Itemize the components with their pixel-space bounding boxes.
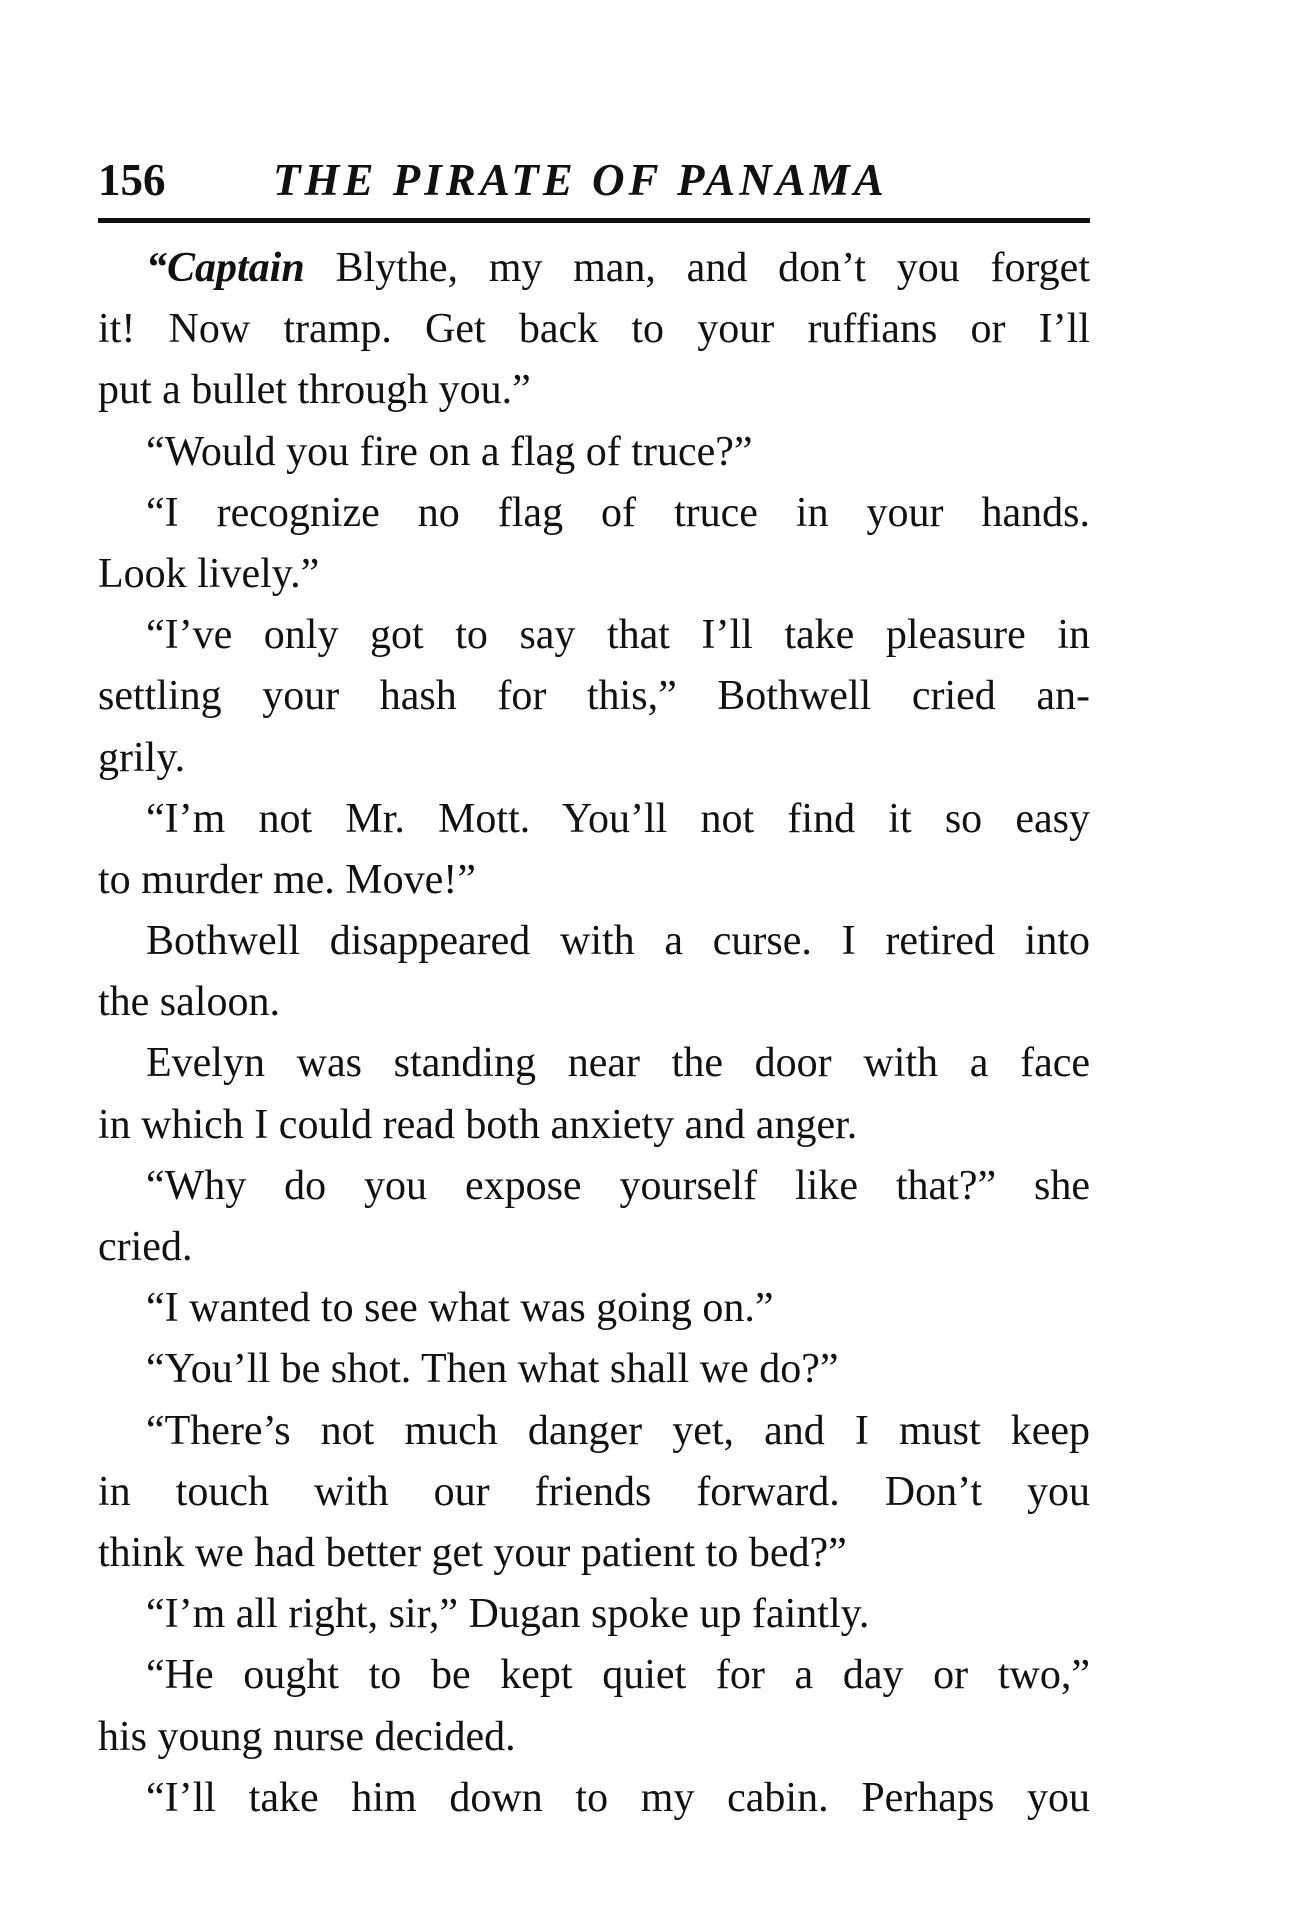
line-text: “I’m all right, sir,” Dugan spoke up faintly. [146,1591,870,1638]
line-text: “He ought to be kept quiet for a day or two,” [146,1652,1090,1699]
text-line [98,1768,1090,1829]
text-line [98,605,1090,666]
header-rule [98,218,1090,223]
text-line [98,544,1090,605]
text-line [98,666,1090,727]
line-text: Evelyn was standing near the door with a face [146,1040,1090,1087]
text-line [98,972,1090,1033]
line-text: Blythe, my man, and don’t you forget [304,245,1090,291]
line-text: “I’m not Mr. Mott. You’ll not find it so easy [146,795,1090,842]
text-line [98,1462,1090,1523]
text-line [98,1156,1090,1217]
text-line [98,850,1090,911]
line-text: “There’s not much danger yet, and I must keep [146,1407,1090,1454]
line-text: settling your hash for this,” Bothwell cried an- [98,673,1090,720]
text-line [98,1645,1090,1706]
text-line [98,1278,1090,1339]
line-text: “I’ll take him down to my cabin. Perhaps you [146,1774,1090,1821]
text-line [98,299,1090,360]
text-line [98,483,1090,544]
text-line [98,422,1090,483]
line-text: in which I could read both anxiety and anger. [98,1101,858,1148]
book-title: THE PIRATE OF PANAMA [273,155,888,205]
text-line [98,728,1090,789]
line-text: the saloon. [98,979,280,1026]
line-text: “I recognize no flag of truce in your hands. [146,489,1090,536]
line-text: “I wanted to see what was going on.” [146,1285,774,1332]
line-text: Look lively.” [98,550,320,597]
line-text: “I’ve only got to say that I’ll take pleasure in [146,612,1090,659]
line-text: it! Now tramp. Get back to your ruffians or I’ll [98,306,1090,353]
text-line [98,1217,1090,1278]
italic-word: “Captain [146,245,305,291]
line-text: think we had better get your patient to bed?” [98,1529,847,1576]
text-line [98,1401,1090,1462]
text-line [98,789,1090,850]
line-text: to murder me. Move!” [98,856,476,903]
line-text: grily. [98,734,186,781]
text-line [98,238,1090,299]
text-line [98,1707,1090,1768]
text-line [98,1339,1090,1400]
text-line [98,911,1090,972]
body-text [98,238,1090,1829]
line-text: Bothwell disappeared with a curse. I retired into [146,918,1090,965]
line-text: put a bullet through you.” [98,367,531,414]
text-line [98,360,1090,421]
page-number: 156 [98,155,166,205]
line-text: “Would you fire on a flag of truce?” [146,428,753,475]
text-line [98,1033,1090,1094]
line-text: “Why do you expose yourself like that?” she [146,1162,1090,1209]
line-text: his young nurse decided. [98,1713,516,1760]
text-line [98,1584,1090,1645]
text-line [98,1095,1090,1156]
line-text: cried. [98,1224,193,1270]
line-text: in touch with our friends forward. Don’t you [98,1468,1090,1515]
text-line [98,1523,1090,1584]
running-head [98,150,1088,210]
line-text: “You’ll be shot. Then what shall we do?” [146,1346,839,1393]
